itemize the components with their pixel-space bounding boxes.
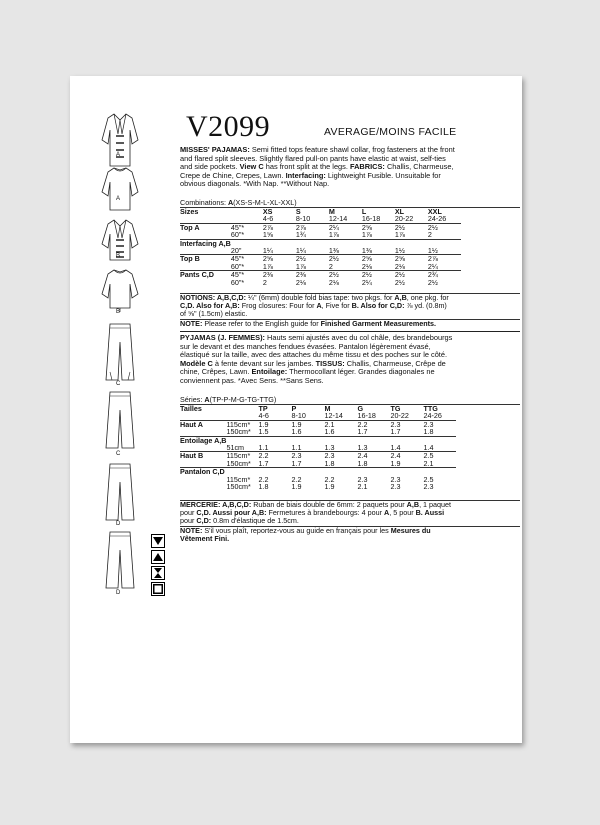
note-text: S'il vous plaît, reportez-vous au guide en français pour les [202, 526, 391, 535]
yardage-value: 2⅛ [394, 261, 405, 271]
yardage-value: 2¼ [427, 261, 438, 271]
series-prefix: Séries: [180, 395, 205, 404]
figure-label: A [116, 196, 121, 202]
size-header: XXL [427, 207, 442, 216]
size-header: G [357, 404, 364, 413]
view-a-front-drawing [100, 110, 140, 170]
fabric-width: 20" [230, 246, 242, 256]
notions-bold: A,B [394, 293, 407, 302]
yardage-value: 2.4 [357, 452, 390, 460]
table-row [180, 271, 461, 279]
yardage-value: 2⅜ [296, 271, 329, 279]
size-range: 4-6 [258, 411, 269, 421]
french-title: PYJAMAS (J. FEMMES): [180, 333, 265, 342]
desc-bold: Modèle C [180, 358, 213, 368]
row-label: Interfacing A,B [180, 238, 231, 248]
table-row [180, 239, 461, 247]
yardage-value: 2⅝ [362, 255, 395, 263]
view-a-back-drawing [100, 164, 140, 216]
width-spacer [231, 208, 263, 215]
desc-text: Crepe de Chine, Crepes, Lawn. [180, 170, 284, 180]
table-row [180, 263, 461, 271]
size-header-label: Sizes [180, 207, 199, 216]
notions-views: A,B,C,D: [215, 293, 247, 302]
mercerie-views: A,B,C,D: [220, 500, 252, 509]
yardage-value: 2 [328, 261, 333, 271]
yardage-value: 1⅞ [394, 230, 405, 240]
mercerie-text: pour [180, 516, 197, 525]
yardage-value: 1.4 [390, 443, 401, 453]
size-header: TP [258, 404, 268, 413]
yardage-value: 1⅞ [361, 230, 372, 240]
fabric-width: 115cm* [226, 452, 258, 460]
note-bold: Finished Garment Measurements. [320, 319, 437, 328]
pattern-code: V2099 [186, 110, 271, 143]
size-header: XS [262, 207, 273, 216]
mercerie-bold: C,D: [196, 516, 212, 525]
notions-text: Frog closures: Four for [239, 301, 317, 310]
desc-bold: View C [239, 162, 264, 172]
series-rest: (TP-P-M-G-TG-TTG) [209, 395, 277, 404]
yardage-value: 1.8 [324, 458, 335, 468]
yardage-value: 2.4 [390, 452, 423, 460]
table-row [180, 428, 456, 436]
note-label: NOTE: [180, 319, 203, 328]
view-d-back-drawing [102, 530, 138, 592]
yardage-value: 2.3 [423, 420, 456, 428]
yardage-value: 1.9 [291, 482, 302, 492]
row-label [180, 483, 226, 490]
yardage-value: 2¼ [329, 223, 362, 231]
yardage-value: 2.3 [324, 452, 357, 460]
fabric-width: 60"* [230, 277, 245, 287]
desc-bold: Interfacing: [285, 170, 326, 180]
size-header: M [324, 404, 331, 413]
mercerie-bold: A [384, 508, 390, 517]
french-metrage-table [180, 405, 456, 490]
row-label: Pants C,D [180, 271, 231, 279]
yardage-value: 1.9 [291, 420, 324, 428]
yardage-value: 2¾ [428, 271, 461, 279]
row-label: Top B [180, 255, 231, 263]
french-mercerie [180, 501, 516, 525]
yardage-value: 1.3 [357, 443, 368, 453]
yardage-value: 2⅞ [428, 255, 461, 263]
yardage-value: 2½ [329, 255, 362, 263]
yardage-value: 1½ [394, 246, 405, 256]
row-label: Haut A [180, 420, 226, 428]
yardage-value: 2½ [394, 277, 405, 287]
yardage-value: 2.3 [423, 482, 434, 492]
row-label [180, 476, 226, 483]
yardage-value: 1⅜ [361, 246, 372, 256]
yardage-value: 2.2 [258, 452, 291, 460]
yardage-value: 2.1 [324, 420, 357, 428]
size-header: TG [390, 404, 401, 413]
yardage-value: 2.2 [258, 474, 269, 484]
size-range: 12-14 [328, 214, 348, 224]
table-row [180, 483, 456, 490]
note-label: NOTE: [180, 526, 203, 535]
size-range: 4-6 [262, 214, 274, 224]
size-header: S [295, 207, 301, 216]
width-spacer [226, 405, 258, 412]
yardage-value: 1.1 [258, 443, 269, 453]
desc-text: élastiqué sur la taille, avec des attaches du même tissu et des poches sur le côté. [180, 350, 448, 360]
yardage-value: 1.9 [390, 458, 401, 468]
series-bold: A [204, 395, 210, 404]
desc-text: Hauts semi ajustés avec du col châle, des brandebourgs [265, 333, 453, 342]
size-header-label: Tailles [180, 404, 202, 413]
size-header: TTG [423, 404, 438, 413]
fabric-width: 150cm* [226, 458, 251, 468]
row-label [180, 428, 226, 436]
combo-rest: (XS-S-M-L-XL-XXL) [233, 198, 297, 207]
english-note [180, 320, 516, 328]
size-header: XL [394, 207, 405, 216]
yardage-value: 2½ [329, 271, 362, 279]
french-description [180, 334, 516, 386]
difficulty-level: AVERAGE/MOINS FACILE [324, 126, 457, 138]
notions-text: of ⅝" (1.5cm) elastic. [180, 309, 248, 318]
row-label: Entoilage A,B [180, 435, 227, 445]
size-range: 20-22 [390, 411, 409, 421]
fabric-width: 45"* [231, 255, 263, 263]
size-range: 8-10 [291, 411, 306, 421]
yardage-value: 1.8 [258, 482, 269, 492]
mercerie-text: 0.8m d'élastique de 1.5cm. [211, 516, 299, 525]
desc-text: Semi fitted tops feature shawl collar, frog fasteners at the front [249, 145, 455, 154]
desc-text: chine, Crêpes, Lawn. [180, 367, 250, 377]
section-divider [180, 331, 520, 332]
fabric-width: 51cm [226, 443, 245, 453]
yardage-value: 2⅝ [395, 255, 428, 263]
mercerie-bold: A,B [406, 500, 420, 509]
table-row [180, 223, 461, 231]
notions-text: ⅞ yd. (0.8m) [404, 301, 447, 310]
table-row [180, 231, 461, 239]
yardage-value: 2½ [395, 271, 428, 279]
notions-text: , Five for [321, 301, 352, 310]
notions-bold: A [316, 301, 322, 310]
fabric-x-icon [151, 582, 165, 596]
desc-bold: Entoilage: [251, 367, 288, 377]
row-label: Haut B [180, 452, 226, 460]
notions-text: , one pkg. for [406, 293, 449, 302]
desc-text: has front split at the legs. [263, 162, 348, 172]
table-row [180, 476, 456, 483]
yardage-value: 2.5 [423, 474, 434, 484]
pattern-envelope-back [70, 76, 522, 743]
fabric-width: 45"* [231, 223, 263, 231]
desc-text: Thermocollant léger. Grandes diagonales ne [287, 367, 435, 377]
yardage-value: 1½ [427, 246, 438, 256]
size-header: L [361, 207, 367, 216]
notions-bold: B. Also for C,D: [351, 301, 405, 310]
yardage-value: 1.9 [324, 482, 335, 492]
yardage-value: 1¼ [262, 246, 273, 256]
english-notions [180, 294, 516, 318]
yardage-value: 1.7 [258, 458, 269, 468]
desc-text: sur le devant et des manches fendues évasées. Pantalon légèrement évasé, [180, 341, 431, 351]
yardage-value: 2½ [296, 255, 329, 263]
row-label [180, 279, 231, 286]
french-note [180, 527, 516, 543]
desc-text: and flared split sleeves. Slightly flared pull-on pants have elastic at waist, self-ties [180, 153, 446, 163]
figure-label: D [116, 590, 121, 596]
yardage-value: 2½ [428, 223, 461, 231]
table-row [180, 468, 456, 476]
desc-text: Challis, Charmeuse, [384, 162, 454, 172]
yardage-value: 2⅛ [295, 277, 306, 287]
yardage-value: 2 [427, 230, 432, 240]
yardage-value: 2⅛ [328, 277, 339, 287]
yardage-value: 2.1 [423, 458, 434, 468]
size-range: 16-18 [357, 411, 376, 421]
view-c-back-drawing [102, 390, 138, 452]
mercerie-text: Fermetures à brandebourgs: 4 pour [266, 508, 385, 517]
mercerie-bold: C,D. Aussi pour A,B: [196, 508, 267, 517]
table-row [180, 452, 456, 460]
mercerie-text: , 5 pour [389, 508, 416, 517]
table-row [180, 444, 456, 452]
figure-label: A [116, 152, 121, 158]
fabric-width: 45"* [231, 271, 263, 279]
yardage-value: 1⅞ [262, 261, 273, 271]
yardage-value: 2.3 [390, 474, 401, 484]
size-range: 24-26 [423, 411, 442, 421]
mercerie-text: , 1 paquet [419, 500, 452, 509]
english-title: MISSES' PAJAMAS: [180, 145, 250, 154]
yardage-value: 2.3 [291, 452, 324, 460]
combo-prefix: Combinations: [180, 198, 228, 207]
table-row [180, 255, 461, 263]
size-range: 8-10 [295, 214, 311, 224]
note-bold: Mesures du [390, 526, 431, 535]
yardage-value: 2⅝ [362, 223, 395, 231]
yardage-value: 1.3 [324, 443, 335, 453]
table-row [180, 279, 461, 286]
yardage-value: 2.3 [390, 482, 401, 492]
yardage-value: 1¼ [295, 246, 306, 256]
size-range: 12-14 [324, 411, 343, 421]
figure-label: D [116, 521, 121, 527]
notions-bold: C,D. Also for A,B: [180, 301, 240, 310]
yardage-value: 1.4 [423, 443, 434, 453]
yardage-value: 1⅝ [262, 230, 273, 240]
desc-text: and side pockets. [180, 162, 238, 172]
hourglass-icon [151, 566, 165, 580]
note-text: Please refer to the English guide for [202, 319, 321, 328]
fabric-width: 115cm* [226, 420, 258, 428]
yardage-value: 1.7 [357, 427, 368, 437]
mercerie-label: MERCERIE: [180, 500, 221, 509]
yardage-value: 2⅞ [296, 223, 329, 231]
yardage-value: 2¼ [361, 277, 372, 287]
yardage-value: 1.6 [291, 427, 302, 437]
yardage-value: 2.5 [423, 452, 456, 460]
yardage-value: 1.9 [258, 420, 291, 428]
size-range: 24-26 [427, 214, 447, 224]
english-yardage-table [180, 208, 461, 286]
yardage-value: 2.2 [291, 474, 302, 484]
yardage-value: 2½ [362, 271, 395, 279]
desc-bold: TISSUS: [315, 358, 345, 368]
yardage-value: 2½ [395, 223, 428, 231]
desc-bold: FABRICS: [349, 162, 385, 172]
desc-text: Challis, Charmeuse, Crêpe de [344, 358, 446, 368]
yardage-value: 2.1 [357, 482, 368, 492]
row-label: Pantalon C,D [180, 467, 225, 477]
yardage-value: 1.8 [423, 427, 434, 437]
yardage-value: 1.5 [258, 427, 269, 437]
note-bold: Vêtement Fini. [180, 534, 230, 543]
table-row [180, 247, 461, 255]
fabric-width: 150cm* [226, 482, 251, 492]
size-range: 16-18 [361, 214, 381, 224]
desc-text: obvious diagonals. *With Nap. **Without Nap. [180, 179, 330, 189]
view-d-front-drawing [102, 462, 138, 522]
fabric-width: 150cm* [226, 427, 251, 437]
english-description [180, 146, 516, 189]
mercerie-bold: B. Aussi [415, 508, 445, 517]
table-row [180, 420, 456, 428]
size-header: P [291, 404, 297, 413]
yardage-value: 2½ [427, 277, 438, 287]
figure-label: B [116, 253, 121, 259]
yardage-value: 1⅞ [295, 261, 306, 271]
desc-text: conviennent pas. *Avec Sens. **Sans Sens. [180, 375, 324, 385]
fabric-width: 115cm* [226, 474, 251, 484]
notions-label: NOTIONS: [180, 293, 216, 302]
yardage-value: 2⅞ [263, 223, 296, 231]
yardage-value: 1⅜ [328, 246, 339, 256]
yardage-value: 1.6 [324, 427, 335, 437]
fabric-width: 60"* [230, 261, 245, 271]
yardage-value: 1.7 [390, 427, 401, 437]
combo-bold: A [227, 198, 234, 207]
mercerie-text: pour [180, 508, 197, 517]
yardage-value: 2.2 [357, 420, 390, 428]
yardage-value: 2 [262, 277, 267, 287]
desc-text: à fente devant sur les jambes. [212, 358, 314, 368]
combinations-line [180, 199, 516, 207]
fabric-width: 60"* [230, 230, 245, 240]
yardage-value: 2.3 [390, 420, 423, 428]
series-line [180, 396, 516, 404]
yardage-value: 1⅞ [328, 230, 339, 240]
yardage-value: 1¾ [295, 230, 306, 240]
yardage-value: 2.2 [324, 474, 335, 484]
figure-label: C [116, 451, 121, 457]
size-range: 20-22 [394, 214, 414, 224]
triangle-up-icon [151, 550, 165, 564]
yardage-value: 1.8 [357, 458, 368, 468]
row-label: Top A [180, 223, 231, 231]
yardage-value: 2.3 [357, 474, 368, 484]
notions-text: ¼" (6mm) double fold bias tape: two pkgs. for [246, 293, 395, 302]
yardage-value: 1.1 [291, 443, 302, 453]
desc-text: Lightweight Fusible. Unsuitable for [325, 170, 441, 180]
yardage-value: 1.7 [291, 458, 302, 468]
yardage-value: 2⅜ [263, 271, 296, 279]
size-header: M [328, 207, 335, 216]
yardage-value: 2⅛ [361, 261, 372, 271]
mercerie-text: Ruban de biais double de 6mm: 2 paquets pour [251, 500, 407, 509]
triangle-down-icon [151, 534, 165, 548]
figure-label: C [116, 381, 121, 387]
row-label [180, 231, 231, 239]
figure-label: B [116, 309, 121, 315]
view-c-front-drawing [102, 322, 138, 382]
table-row [180, 436, 456, 444]
yardage-value: 2⅝ [263, 255, 296, 263]
